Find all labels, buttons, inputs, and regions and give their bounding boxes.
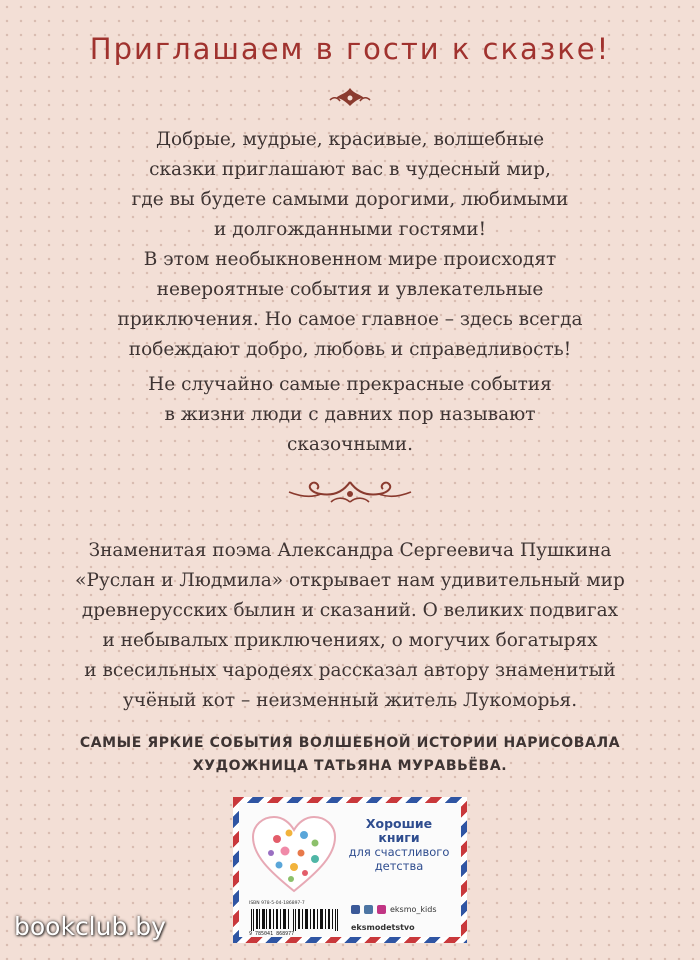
fleuron-ornament-icon (326, 84, 374, 112)
text-line: ХУДОЖНИЦА ТАТЬЯНА МУРАВЬЁВА. (192, 758, 508, 774)
slogan-line: книги (378, 830, 420, 845)
intro-paragraph-3 (40, 370, 660, 460)
text-line: Знаменитая поэма Александра Сергеевича Пушкина (88, 540, 612, 561)
facebook-icon (351, 905, 360, 914)
social-row (351, 903, 455, 915)
publisher-stamp (233, 797, 467, 943)
text-line: и небывалых приключениях, о могучих богатырях (102, 630, 598, 651)
text-line: учёный кот – неизменный житель Лукоморья. (122, 690, 578, 711)
cover-title: Приглашаем в гости к сказке! (89, 32, 611, 66)
slogan-line: для счастливого (348, 845, 450, 859)
slogan-line: детства (374, 859, 424, 873)
intro-paragraph-1 (40, 125, 660, 245)
heart-logo-icon (249, 813, 339, 895)
text-line: САМЫЕ ЯРКИЕ СОБЫТИЯ ВОЛШЕБНОЙ ИСТОРИИ НАРИСОВАЛА (79, 735, 621, 751)
watermark: bookclub.by (14, 912, 166, 941)
text-line: невероятные события и увлекательные (156, 279, 544, 300)
text-line: в жизни люди с давних пор называют (164, 404, 536, 425)
text-line: и долгожданными гостями! (214, 219, 486, 240)
text-line: сказочными. (286, 434, 414, 455)
text-line: В этом необыкновенном мире происходят (143, 249, 557, 270)
stamp-panel (239, 803, 461, 937)
barcode-icon (249, 909, 341, 931)
illustrator-note (30, 732, 670, 778)
text-line: где вы будете самыми дорогими, любимыми (131, 189, 569, 210)
social-links (351, 903, 455, 932)
vk-icon (364, 905, 373, 914)
slogan-line: Хорошие (365, 816, 433, 831)
publisher-site: eksmodetstvo (351, 923, 415, 932)
social-handle: eksmo_kids (390, 904, 437, 914)
text-line: Не случайно самые прекрасные события (148, 374, 552, 395)
text-line: и всесильных чародеях рассказал автору знаменитый (84, 660, 616, 681)
text-line: побеждают добро, любовь и справедливость! (128, 339, 572, 360)
text-line: сказки приглашают вас в чудесный мир, (149, 159, 551, 180)
publisher-slogan (343, 817, 455, 873)
text-line: «Руслан и Людмила» открывает нам удивительный мир (75, 570, 625, 591)
text-line: древнерусских былин и сказаний. О великих подвигах (81, 600, 619, 621)
text-line: приключения. Но самое главное – здесь всегда (117, 309, 583, 330)
intro-paragraph-2 (40, 245, 660, 365)
instagram-icon (377, 905, 386, 914)
isbn-text: ISBN 978-5-04-186897-7 (249, 901, 305, 906)
barcode-number: 9 785041 868977 (249, 931, 295, 937)
text-line: Добрые, мудрые, красивые, волшебные (155, 129, 545, 150)
description-paragraph (40, 536, 660, 716)
scroll-divider-icon (285, 474, 415, 510)
